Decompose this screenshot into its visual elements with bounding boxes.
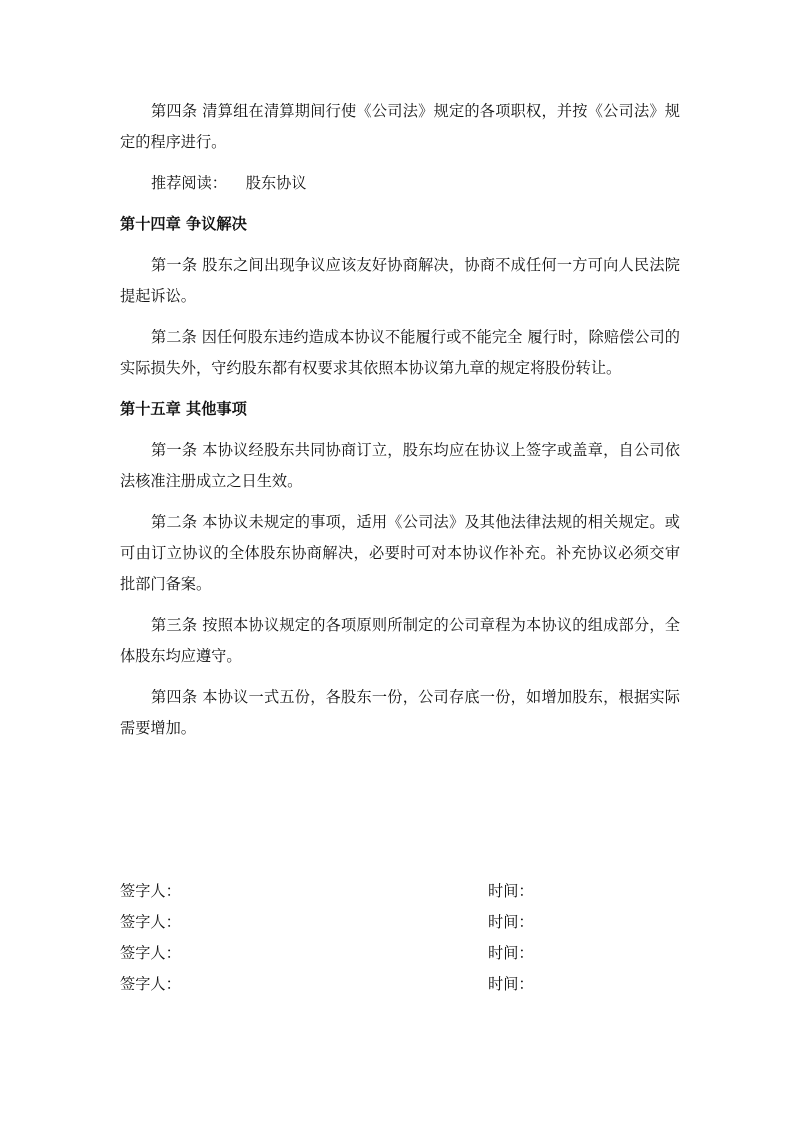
time-label: 时间： bbox=[488, 944, 534, 962]
signature-row bbox=[120, 969, 680, 1000]
signer-label: 签字人： bbox=[120, 975, 181, 993]
time-label: 时间： bbox=[488, 882, 534, 900]
recommended-reading bbox=[120, 168, 680, 199]
chapter-15-article-1: 第一条 本协议经股东共同协商订立，股东均应在协议上签字或盖章，自公司依法核准注册成立之日生效。 bbox=[120, 441, 680, 490]
chapter-15-article-4: 第四条 本协议一式五份，各股东一份，公司存底一份，如增加股东，根据实际需要增加。 bbox=[120, 688, 680, 737]
signature-row bbox=[120, 938, 680, 969]
signer-label: 签字人： bbox=[120, 944, 181, 962]
chapter-14-heading: 第十四章 争议解决 bbox=[120, 215, 247, 233]
chapter-15-article-3: 第三条 按照本协议规定的各项原则所制定的公司章程为本协议的组成部分，全体股东均应遵守。 bbox=[120, 616, 680, 665]
time-label: 时间： bbox=[488, 975, 534, 993]
document-body bbox=[120, 96, 680, 754]
time-label: 时间： bbox=[488, 913, 534, 931]
signature-block bbox=[120, 876, 680, 1000]
signer-label: 签字人： bbox=[120, 882, 181, 900]
chapter-15-heading: 第十五章 其他事项 bbox=[120, 400, 247, 418]
recommended-reading-link[interactable]: 股东协议 bbox=[245, 174, 307, 192]
signature-row bbox=[120, 907, 680, 938]
chapter-14-article-2: 第二条 因任何股东违约造成本协议不能履行或不能完全 履行时，除赔偿公司的实际损失外，守约股东都有权要求其依照本协议第九章的规定将股份转让。 bbox=[120, 328, 680, 377]
signer-label: 签字人： bbox=[120, 913, 181, 931]
chapter-15-article-2: 第二条 本协议未规定的事项，适用《公司法》及其他法律法规的相关规定。或可由订立协议的全体股东协商解决，必要时可对本协议作补充。补充协议必须交审批部门备案。 bbox=[120, 513, 680, 593]
recommended-reading-label: 推荐阅读： bbox=[151, 174, 227, 192]
chapter-14-article-1: 第一条 股东之间出现争议应该友好协商解决，协商不成任何一方可向人民法院提起诉讼。 bbox=[120, 256, 680, 305]
article-clearing-powers: 第四条 清算组在清算期间行使《公司法》规定的各项职权，并按《公司法》规定的程序进行。 bbox=[120, 102, 680, 151]
signature-row bbox=[120, 876, 680, 907]
